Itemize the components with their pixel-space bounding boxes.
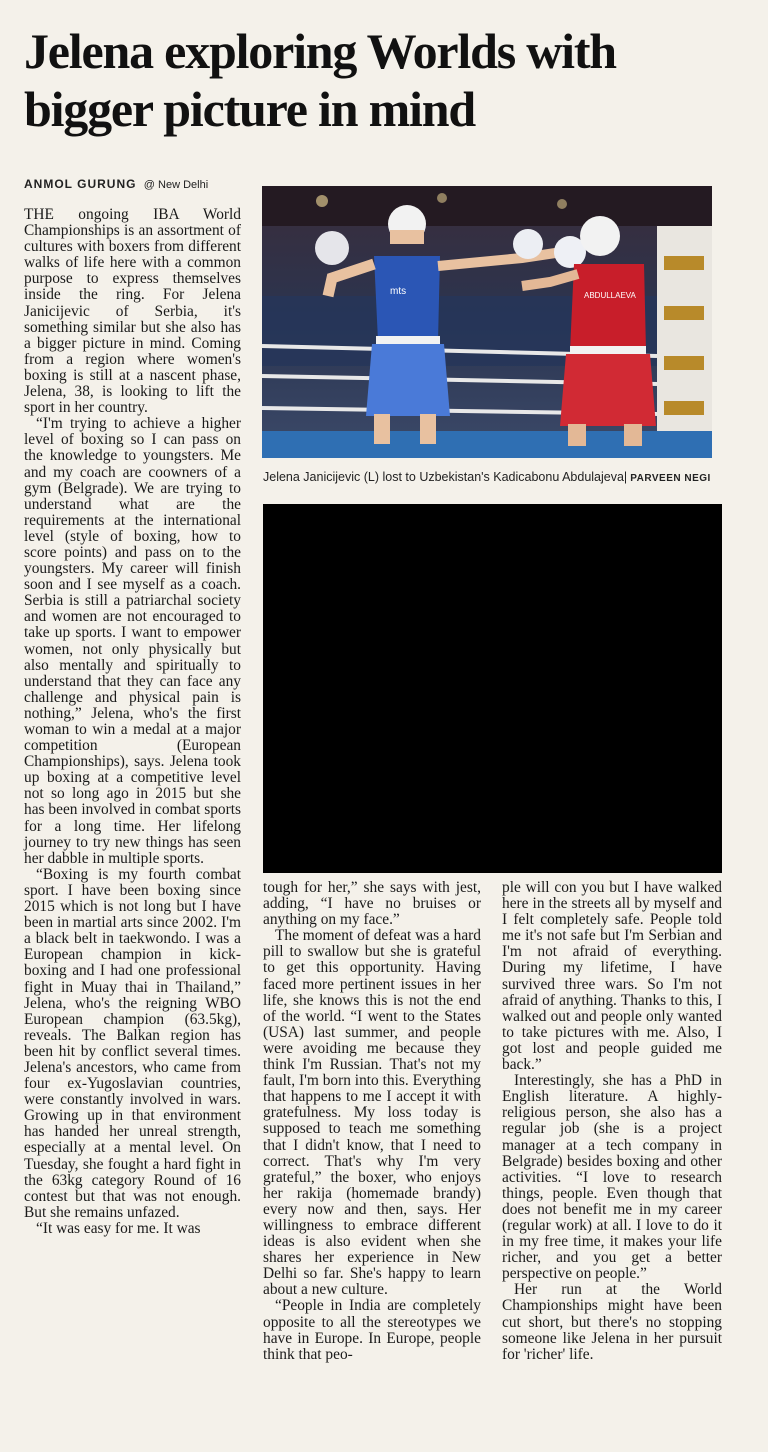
paragraph: THE ongoing IBA World Championships is an assortment of cultures with boxers from different walks of life here with a common purpose to express themselves inside the ring. For Jelena Janicijevic of Serbia, it's something similar but she also has a bigger picture in mind. Coming from a region where women's boxing is still at a nascent phase, Jelena, 38, is looking to lift the sport in her country. [24,206,241,417]
article-column-2 [263,880,481,1363]
jersey-left-text: mts [390,286,407,297]
paragraph: ple will con you but I have walked here in the streets all by myself and I felt completely safe. People told me it's not safe but I'm Serbian and I'm not afraid of everything. During my lifetime, I have survived three wars. So I'm not afraid of anything. Thanks to this, I walked out and people only wanted to take pictures with me. Also, I got lost and people guided me back.” [502,879,722,1074]
photo-caption [263,470,723,484]
byline-location: @ New Delhi [143,179,209,191]
paragraph: “People in India are completely opposite to all the stereotypes we have in Europe. In Europe, people think that peo- [263,1297,481,1363]
article-column-1 [24,207,241,1237]
redacted-block [263,504,722,873]
paragraph: The moment of defeat was a hard pill to swallow but she is grateful to get this opportunity. Having faced more pertinent issues in her life, she knows this is not the end of the world. “I went to the States (USA) last summer, and people were avoiding me because they think I'm Russian. That's not my fault, I'm born into this. Everything that happens to me I accept it with gratefulness. My loss today is supposed to teach me something that I didn't know, that I need to correct. That's why I'm very grateful,” the boxer, who enjoys her rakija (homemade brandy) every now and then, says. Her willingness to embrace different ideas is also evident when she shares her experience in New Delhi so far. She's happy to learn about a new culture. [263,927,481,1299]
paragraph: Her run at the World Championships might have been cut short, but there's no stopping someone like Jelena in her pursuit for 'richer' life. [502,1281,722,1363]
article-column-3 [502,880,722,1363]
paragraph: “I'm trying to achieve a higher level of boxing so I can pass on the knowledge to youngsters. Me and my coach are coowners of a gym (Belgrade). We are trying to understand what are the requirements at the international level (style of boxing, how to score points) and pass on to the youngsters. My career will finish soon and I see myself as a coach. Serbia is still a patriarchal society and women are not encouraged to take up sports. I want to empower women, not only physically but also mentally and spiritually to understand that they can face any challenge and physical pain is nothing,” Jelena, who's the first woman to win a medal at a major competition (European Championships), says. Jelena took up boxing at a competitive level not so long ago in 2015 but she has been involved in combat sports for a long time. Her lifelong journey to try new things has seen her dabble in multiple sports. [24,415,241,867]
paragraph: Interestingly, she has a PhD in English literature. A highly-religious person, she also has a regular job (she is a project manager at a tech company in Belgrade) besides boxing and other activities. “I love to research things, people. Even though that does not benefit me in my career (regular work) at all. I love to do it in my free time, it makes your life richer, and you get a better perspective on people.” [502,1072,722,1283]
photo-credit: PARVEEN NEGI [630,473,711,484]
jersey-right-text: ABDULLAEVA [584,291,636,300]
boxing-photo [262,186,712,458]
byline-author: ANMOL GURUNG [24,177,137,191]
paragraph: “It was easy for me. It was [36,1219,201,1237]
paragraph: “Boxing is my fourth combat sport. I have been boxing since 2015 which is not long but I have been in martial arts since 2002. I'm a black belt in taekwondo. I was a European champion in kick-boxing and I had one professional fight in Muay thai in Thailand,” Jelena, who's the reigning WBO European champion (63.5kg), reveals. The Balkan region has been hit by conflict several times. Jelena's ancestors, who came from four ex-Yugoslavian countries, were constantly involved in wars. Growing up in that environment has handed her unreal strength, especially at a mental level. On Tuesday, she fought a hard fight in the 63kg category Round of 16 contest but that was not enough. But she remains unfazed. [24,865,241,1221]
byline [24,177,208,191]
paragraph: tough for her,” she says with jest, adding, “I have no bruises or anything on my face.” [263,879,481,929]
headline: Jelena exploring Worlds with bigger picture in mind [24,23,616,137]
caption-text: Jelena Janicijevic (L) lost to Uzbekistan's Kadicabonu Abdulajeva| [263,470,628,484]
